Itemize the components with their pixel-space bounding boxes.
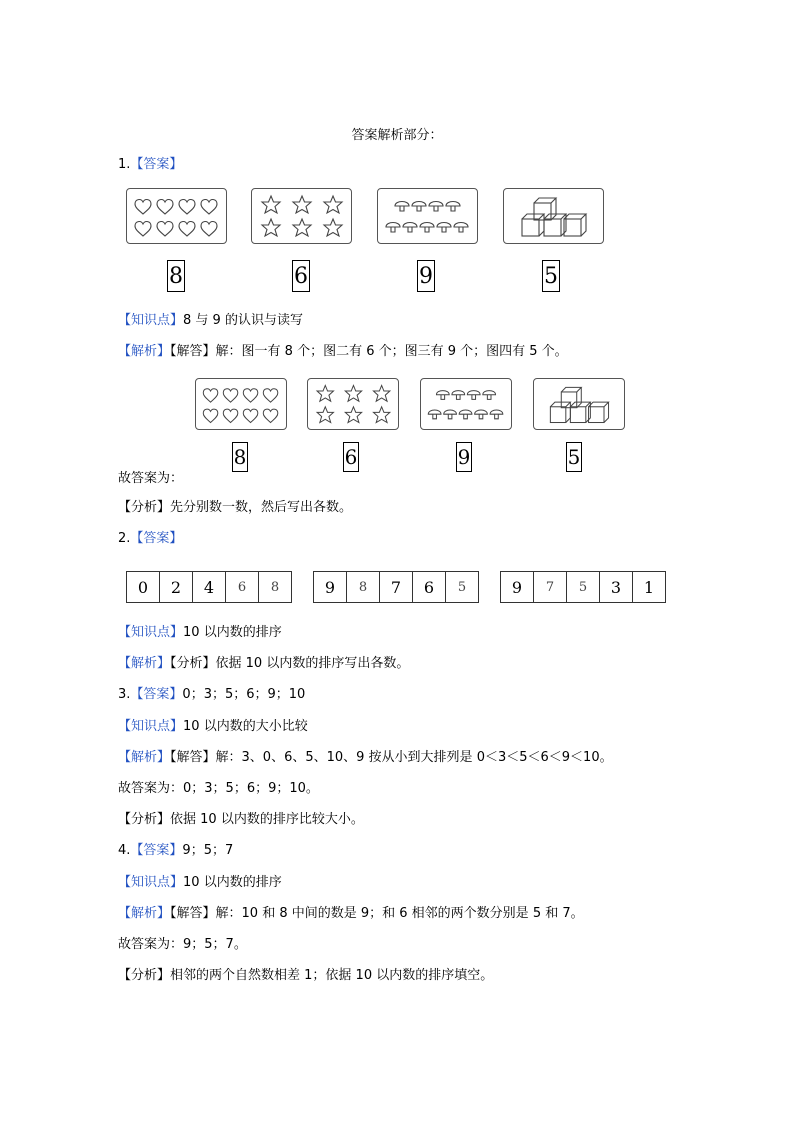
strip-cell: 9 xyxy=(501,572,534,602)
mushrooms-card xyxy=(420,378,512,430)
mushrooms-icon xyxy=(421,379,511,429)
strip-cell: 8 xyxy=(347,572,380,602)
strip-cell: 3 xyxy=(600,572,633,602)
q3-knowledge: 【知识点】10 以内数的大小比较 xyxy=(118,719,308,734)
mushrooms-icon xyxy=(378,189,477,243)
strip-cell: 5 xyxy=(567,572,600,602)
q3-fenxi: 【分析】依据 10 以内数的排序比较大小。 xyxy=(118,812,364,827)
q1-header xyxy=(118,156,182,174)
q3-analysis: 【解析】【解答】解：3、0、6、5、10、9 按从小到大排列是 0＜3＜5＜6＜9＜10。 xyxy=(118,750,613,765)
stars-icon xyxy=(308,379,398,429)
q4-header: 4.【答案】9；5；7 xyxy=(118,843,234,858)
strip-cell: 0 xyxy=(127,572,160,602)
q1-answer-tag: 【答案】 xyxy=(130,157,183,172)
mushrooms-card xyxy=(377,188,478,244)
q4-analysis: 【解析】【解答】解：10 和 8 中间的数是 9；和 6 相邻的两个数分别是 5 和 7。 xyxy=(118,906,584,921)
q2-header: 2.【答案】 xyxy=(118,531,183,546)
q1-digit-box: 8 xyxy=(167,260,185,292)
stars-card xyxy=(251,188,352,244)
q1-digit-box: 6 xyxy=(292,260,310,292)
q2-analysis: 【解析】【分析】依据 10 以内数的排序写出各数。 xyxy=(118,656,410,671)
cubes-card xyxy=(503,188,604,244)
q4-fenxi: 【分析】相邻的两个自然数相差 1；依据 10 以内数的排序填空。 xyxy=(118,968,494,983)
q1-solution-figure xyxy=(195,378,627,474)
q4-knowledge: 【知识点】10 以内数的排序 xyxy=(118,875,282,890)
q2-strip-3 xyxy=(500,571,666,603)
q1-digit-box: 5 xyxy=(542,260,560,292)
q1-number: 1. xyxy=(118,157,131,172)
strip-cell: 2 xyxy=(160,572,193,602)
q2-strip-2 xyxy=(313,571,479,603)
q1-answer-figure xyxy=(124,186,614,296)
q1-knowledge: 【知识点】8 与 9 的认识与读写 xyxy=(118,313,303,328)
q1-fenxi: 【分析】先分别数一数，然后写出各数。 xyxy=(118,500,353,515)
q3-header: 3.【答案】0；3；5；6；9；10 xyxy=(118,687,306,702)
strip-cell: 8 xyxy=(270,579,280,595)
cubes-icon xyxy=(504,189,603,243)
q4-so-answer: 故答案为：9；5；7。 xyxy=(118,937,247,952)
q1-digit-box: 9 xyxy=(456,442,472,472)
strip-cell: 6 xyxy=(413,572,446,602)
q1-digit-box: 6 xyxy=(343,442,359,472)
strip-cell: 6 xyxy=(226,572,259,602)
q1-digit-box: 9 xyxy=(417,260,435,292)
q1-digit-box: 8 xyxy=(232,442,248,472)
page-title: 答案解析部分： xyxy=(351,128,443,143)
strip-cell: 7 xyxy=(534,572,567,602)
cubes-icon xyxy=(534,379,624,429)
q1-so-answer: 故答案为： xyxy=(118,471,184,486)
strip-cell: 1 xyxy=(643,577,655,597)
stars-card xyxy=(307,378,399,430)
strip-cell: 9 xyxy=(314,572,347,602)
strip-cell: 5 xyxy=(457,579,467,595)
q2-strip-1 xyxy=(126,571,292,603)
hearts-icon xyxy=(127,189,226,243)
cubes-card xyxy=(533,378,625,430)
hearts-card xyxy=(126,188,227,244)
stars-icon xyxy=(252,189,351,243)
strip-cell: 7 xyxy=(380,572,413,602)
q2-knowledge: 【知识点】10 以内数的排序 xyxy=(118,625,282,640)
hearts-icon xyxy=(196,379,286,429)
strip-cell: 4 xyxy=(193,572,226,602)
q1-analysis: 【解析】【解答】解：图一有 8 个；图二有 6 个；图三有 9 个；图四有 5 个。 xyxy=(118,344,568,359)
q3-so-answer: 故答案为：0；3；5；6；9；10。 xyxy=(118,781,319,796)
q1-digit-box: 5 xyxy=(566,442,582,472)
hearts-card xyxy=(195,378,287,430)
